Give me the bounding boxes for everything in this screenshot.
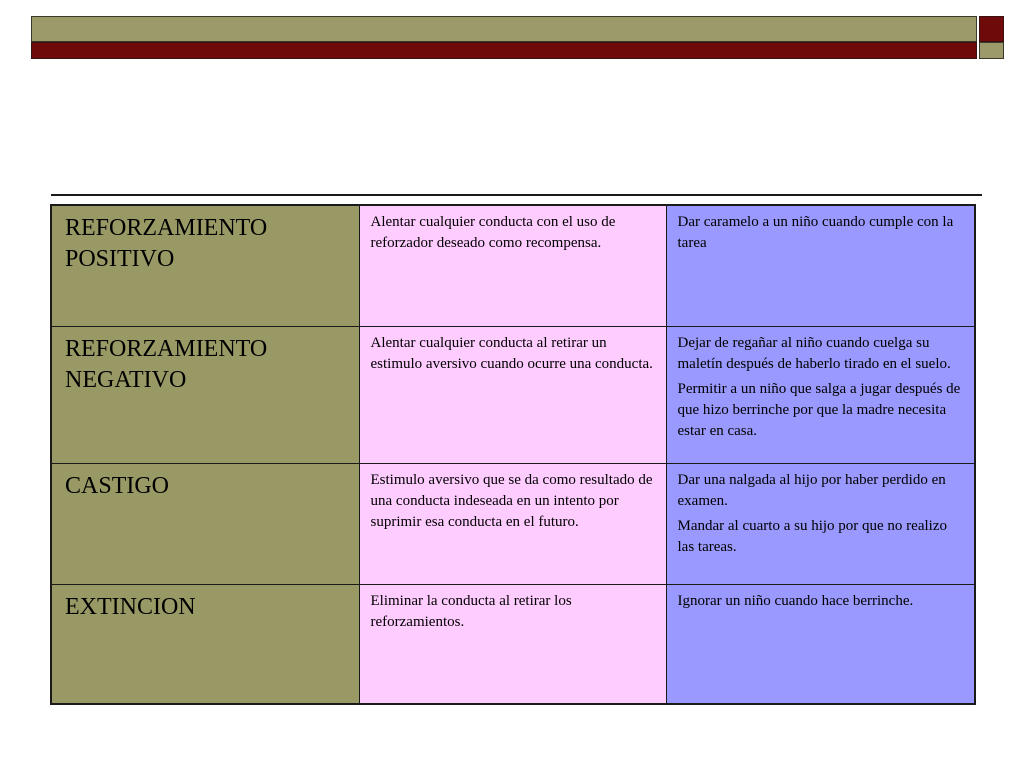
header-bar-olive [31,16,977,42]
example-text: Ignorar un niño cuando hace berrinche. [677,592,914,609]
table-row [51,205,975,326]
example-text: Dar una nalgada al hijo por haber perdido en examen. [677,471,946,509]
divider-line [51,194,982,196]
example-cell [666,326,975,463]
term-cell [51,205,359,326]
example-cell [666,463,975,584]
definition-cell [359,584,666,704]
header-square-olive [979,42,1004,59]
term-label: REFORZAMIENTO POSITIVO [65,215,268,272]
table-row [51,463,975,584]
term-label: REFORZAMIENTO NEGATIVO [65,335,268,393]
definition-text: Estimulo aversivo que se da como resultado de una conducta indeseada en un intento por suprimir esa conducta en el futuro. [370,471,653,530]
example-text: Dejar de regañar al niño cuando cuelga su maletín después de haberlo tirado en el suelo. [677,334,951,372]
definition-text: Alentar cualquier conducta al retirar un estimulo aversivo cuando ocurre una conducta. [370,334,653,372]
concepts-table [50,204,976,705]
term-label: CASTIGO [65,472,170,499]
header-square-maroon [979,16,1004,42]
term-cell [51,326,359,463]
definition-text: Alentar cualquier conducta con el uso de reforzador deseado como recompensa. [370,214,616,251]
example-cell [666,584,975,704]
example-text: Mandar al cuarto a su hijo por que no realizo las tareas. [677,517,947,555]
example-text: Permitir a un niño que salga a jugar después de que hizo berrinche por que la madre necesita estar en casa. [677,380,961,439]
definition-cell [359,326,666,463]
definition-cell [359,205,666,326]
term-cell [51,463,359,584]
term-label: EXTINCION [65,593,196,620]
table-row [51,584,975,704]
definition-text: Eliminar la conducta al retirar los reforzamientos. [370,592,572,630]
example-cell [666,205,975,326]
table-row [51,326,975,463]
term-cell [51,584,359,704]
definition-cell [359,463,666,584]
example-text: Dar caramelo a un niño cuando cumple con la tarea [677,214,954,251]
header-bar-maroon [31,42,977,59]
